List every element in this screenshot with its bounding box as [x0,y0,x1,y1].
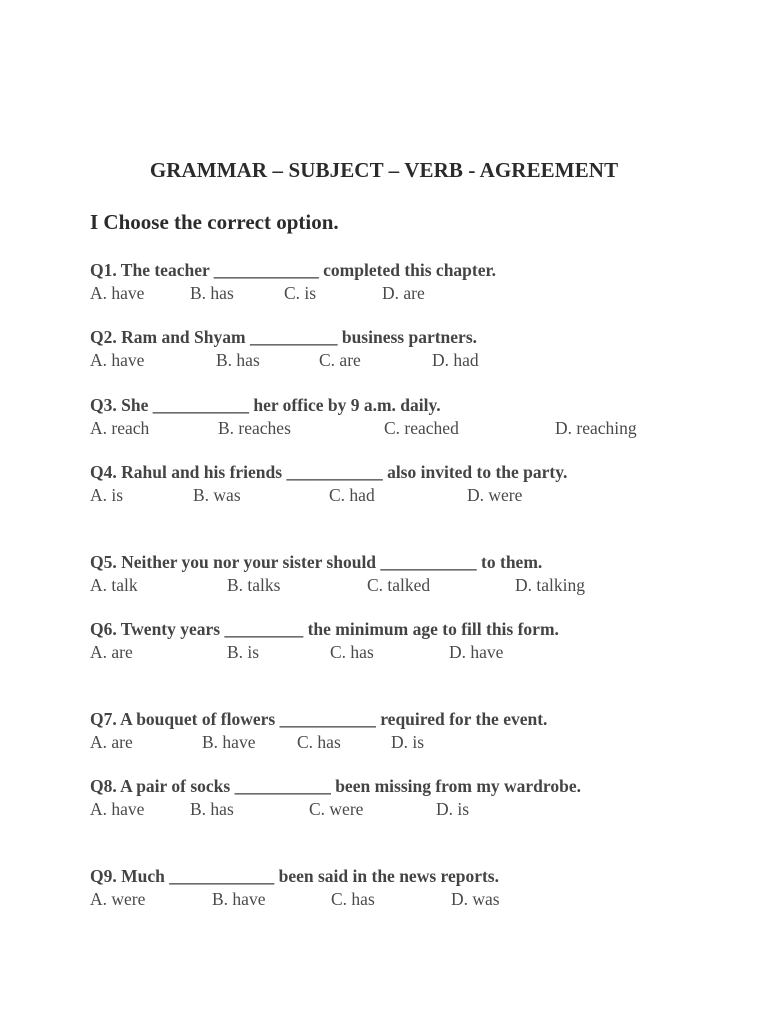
options-row [90,349,690,372]
question-text: Q1. The teacher ____________ completed this chapter. [90,260,497,280]
option-d: D. had [432,349,479,370]
option-b: B. has [190,798,234,819]
options-row [90,888,690,911]
option-c: C. is [284,282,317,303]
option-a: A. talk [90,574,138,595]
question-8 [90,775,690,821]
question-6 [90,618,690,664]
option-b: B. have [202,731,256,752]
option-c: C. has [297,731,341,752]
options-row [90,574,690,597]
question-9 [90,865,690,911]
option-b: B. was [193,484,241,505]
option-c: C. are [319,349,361,370]
option-b: B. has [190,282,234,303]
question-3 [90,394,690,440]
options-row [90,731,690,754]
options-row [90,484,690,507]
question-text: Q5. Neither you nor your sister should ___________ to them. [90,552,543,572]
question-1 [90,259,690,305]
option-c: C. were [309,798,364,819]
option-a: A. is [90,484,124,505]
option-c: C. has [330,641,374,662]
option-b: B. have [212,888,266,909]
options-row [90,798,690,821]
question-text: Q7. A bouquet of flowers ___________ required for the event. [90,709,548,729]
option-b: B. reaches [218,417,291,438]
option-d: D. reaching [555,417,637,438]
option-b: B. has [216,349,260,370]
section-instruction: I Choose the correct option. [90,210,339,234]
question-7 [90,708,690,754]
options-row [90,282,690,305]
option-d: D. is [391,731,425,752]
option-d: D. talking [515,574,585,595]
question-text: Q2. Ram and Shyam __________ business partners. [90,327,477,347]
option-c: C. talked [367,574,431,595]
question-4 [90,461,690,507]
option-d: D. is [436,798,470,819]
option-b: B. talks [227,574,281,595]
question-2 [90,326,690,372]
question-text: Q9. Much ____________ been said in the news reports. [90,866,499,886]
question-text: Q3. She ___________ her office by 9 a.m. daily. [90,395,441,415]
question-5 [90,551,690,597]
option-a: A. were [90,888,146,909]
option-a: A. are [90,731,133,752]
option-c: C. had [329,484,375,505]
question-text: Q8. A pair of socks ___________ been missing from my wardrobe. [90,776,581,796]
option-a: A. have [90,349,145,370]
option-a: A. have [90,282,145,303]
option-a: A. are [90,641,133,662]
option-a: A. reach [90,417,150,438]
options-row [90,641,690,664]
worksheet-title: GRAMMAR – SUBJECT – VERB - AGREEMENT [149,158,619,182]
option-d: D. have [449,641,504,662]
option-b: B. is [227,641,260,662]
option-c: C. has [331,888,375,909]
option-c: C. reached [384,417,459,438]
option-d: D. are [382,282,425,303]
question-text: Q6. Twenty years _________ the minimum age to fill this form. [90,619,559,639]
question-text: Q4. Rahul and his friends ___________ also invited to the party. [90,462,568,482]
option-a: A. have [90,798,145,819]
options-row [90,417,690,440]
option-d: D. was [451,888,500,909]
option-d: D. were [467,484,523,505]
